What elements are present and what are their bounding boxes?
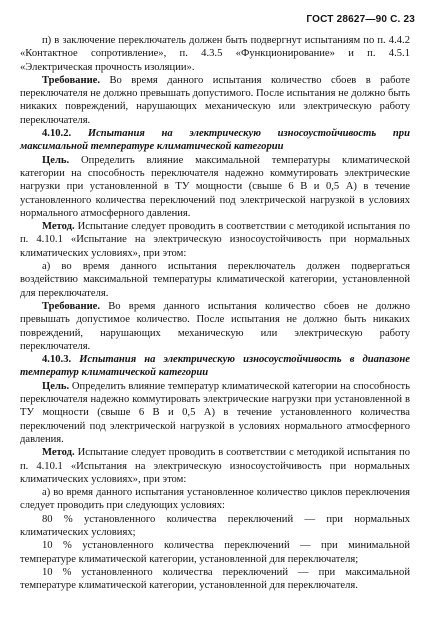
condition-item bbox=[20, 513, 410, 540]
method-item-a bbox=[20, 486, 410, 513]
method-item-a bbox=[20, 260, 410, 300]
requirement-lead: Требование. bbox=[42, 300, 101, 312]
paragraph-text: 10 % установленного количества переключений — при максимальной температуре климатической категории, установленной для переключателя. bbox=[20, 566, 410, 592]
goal-lead: Цель. bbox=[42, 154, 70, 166]
section-title: Испытания на электрическую износоустойчивость в диапазоне температур климатической категории bbox=[20, 354, 410, 379]
paragraph-text: Определить влияние максимальной температуры климатической категории на способность переключателя надежно коммутировать электрические нагрузки при установленной в ТУ мощности (свыше 6 В и 0,5 А) в течение установленного количества переключений под электрической нагрузкой в условиях нормального атмосферного давления. bbox=[20, 154, 410, 219]
page-header: ГОСТ 28627—90 С. 23 bbox=[306, 14, 415, 25]
section-number: 4.10.2. bbox=[42, 128, 72, 140]
requirement-paragraph bbox=[20, 300, 410, 353]
paragraph-text: а) во время данного испытания переключатель должен подвергаться воздействию максимальной температуры климатической категории, установленной для переключателя. bbox=[20, 261, 410, 299]
paragraph-item-p bbox=[20, 34, 410, 74]
goal-lead: Цель. bbox=[42, 380, 70, 392]
method-paragraph bbox=[20, 446, 410, 486]
paragraph-text: Определить влияние температур климатической категории на способность переключателя надежно коммутировать электрические нагрузки при установленной в ТУ мощности (свыше 6 В и 0,5 А) в течение установленного количества переключений под электрической нагрузкой в условиях нормального атмосферного давления. bbox=[20, 380, 410, 445]
method-lead: Метод. bbox=[42, 447, 75, 459]
section-heading-4-10-2 bbox=[20, 127, 410, 154]
condition-item bbox=[20, 539, 410, 566]
paragraph-text: п) в заключение переключатель должен быть подвергнут испытаниям по п. 4.4.2 «Контактное сопротивление», п. 4.3.5 «Функционирование» и п. 4.5.1 «Электрическая прочность изоляции». bbox=[20, 35, 410, 73]
requirement-paragraph bbox=[20, 74, 410, 127]
method-lead: Метод. bbox=[42, 221, 75, 233]
section-title: Испытания на электрическую износоустойчивость при максимальной температуре климатической категории bbox=[20, 128, 410, 153]
section-number: 4.10.3. bbox=[42, 354, 72, 366]
goal-paragraph bbox=[20, 380, 410, 446]
paragraph-text: Во время данного испытания количество сбоев не должно превышать допустимое количество. После испытания не должно быть никаких повреждений, нарушающих механическую или электрическую работу переключателя. bbox=[20, 300, 410, 352]
paragraph-text: 80 % установленного количества переключений — при нормальных климатических условиях; bbox=[20, 513, 410, 538]
requirement-lead: Требование. bbox=[42, 74, 101, 86]
paragraph-text: Испытание следует проводить в соответствии с методикой испытания по п. 4.10.1 «Испытание на электрическую износоустойчивость при нормальных климатических условиях», при этом: bbox=[20, 221, 410, 259]
paragraph-text: Испытание следует проводить в соответствии с методикой испытания по п. 4.10.1 «Испытания на электрическую износоустойчивость при нормальных климатических условиях», при этом: bbox=[20, 447, 410, 485]
method-paragraph bbox=[20, 220, 410, 260]
section-heading-4-10-3 bbox=[20, 353, 410, 380]
condition-item bbox=[20, 566, 410, 593]
goal-paragraph bbox=[20, 154, 410, 220]
paragraph-text: 10 % установленного количества переключений — при минимальной температуре климатической категории, установленной для переключателя; bbox=[20, 540, 410, 565]
document-body bbox=[20, 34, 410, 592]
paragraph-text: Во время данного испытания количество сбоев в работе переключателя не должно превышать допустимого. После испытания не должно быть никаких повреждений, нарушающих механическую или электрическую работу переключателя. bbox=[20, 74, 410, 126]
paragraph-text: а) во время данного испытания установленное количество циклов переключения следует проводить при следующих условиях: bbox=[20, 487, 410, 512]
